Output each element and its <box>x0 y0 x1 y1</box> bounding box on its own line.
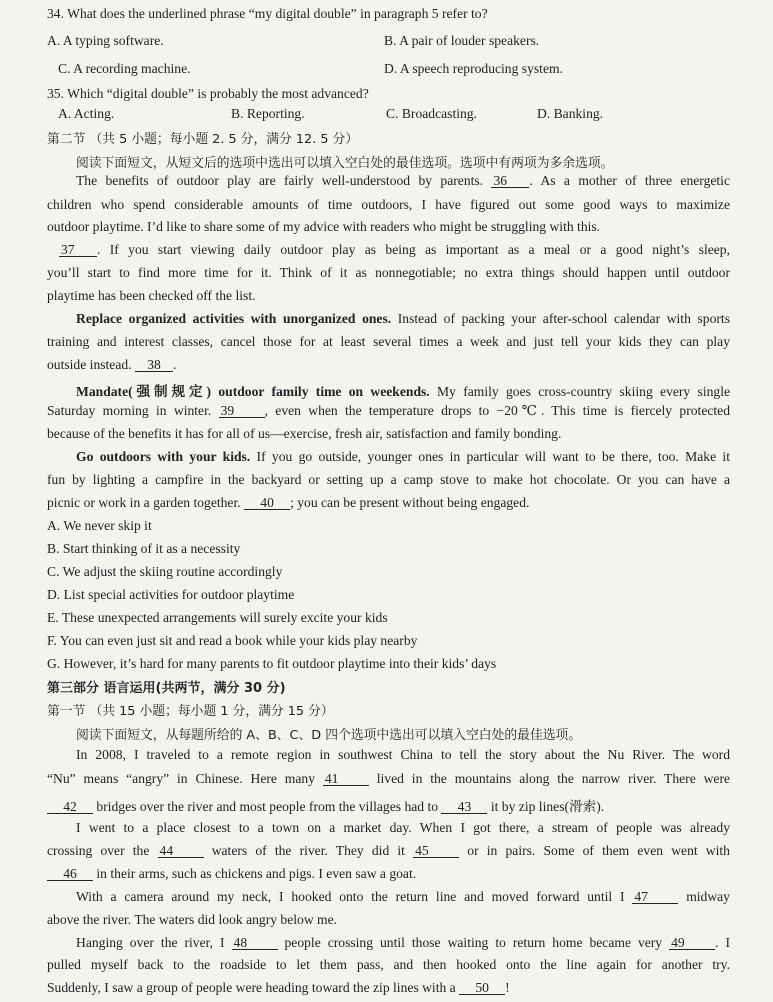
part3-heading: 第三部分 语言运用(共两节，满分 30 分) <box>47 681 286 696</box>
blank-41: 41 <box>323 772 369 786</box>
q34-option-d: D. A speech reproducing system. <box>384 61 563 76</box>
p38-line2: training and interest classes, cancel those for at least several times a week and just tell your kids they can play <box>47 334 730 349</box>
blank-44: 44 <box>158 844 204 858</box>
cloze-p1-line1: In 2008, I traveled to a remote region in southwest China to tell the story about the Nu River. The word <box>76 747 730 762</box>
cloze-p4-line3: Suddenly, I saw a group of people were heading toward the zip lines with a 50 ! <box>47 980 510 995</box>
q34-option-b: B. A pair of louder speakers. <box>384 33 540 48</box>
blank-39: 39 <box>219 404 265 418</box>
p36-line3: outdoor playtime. I’d like to share some of my advice with readers who might be struggling with this. <box>47 219 601 234</box>
p37-line3: playtime has been checked off the list. <box>47 288 256 303</box>
p37-line2: you’ll start to find more time for it. Think of it as nonnegotiable; no extra things should happen until outdoor <box>47 265 730 280</box>
p40-line2: fun by lighting a campfire in the backyard or setting up a camp stove to make hot chocolate. Or you can have a <box>47 472 730 487</box>
option-a: A. We never skip it <box>47 518 152 533</box>
blank-47: 47 <box>632 890 678 904</box>
option-c: C. We adjust the skiing routine accordingly <box>47 564 283 579</box>
cloze-p4-line2: pulled myself back to the roadside to let them pass, and then hooked onto the line again for another try. <box>47 957 730 972</box>
option-b: B. Start thinking of it as a necessity <box>47 541 241 556</box>
blank-49: 49 <box>669 936 715 950</box>
blank-38: 38 <box>135 358 173 372</box>
p40-line1: Go outdoors with your kids. If you go outside, younger ones in particular will want to be there, too. Make it <box>76 449 730 464</box>
p39-line3: because of the benefits it has for all of us—exercise, fresh air, satisfaction and family bonding. <box>47 426 562 441</box>
q35-stem: 35. Which “digital double” is probably the most advanced? <box>47 86 369 101</box>
cloze-p3-line1: With a camera around my neck, I hooked onto the return line and moved forward until I 47 midway <box>76 889 730 904</box>
option-f: F. You can even just sit and read a book while your kids play nearby <box>47 633 418 648</box>
cloze-p2-line1: I went to a place closest to a town on a market day. When I got there, a stream of people was already <box>76 820 730 835</box>
blank-50: 50 <box>459 981 505 995</box>
q34-stem: 34. What does the underlined phrase “my digital double” in paragraph 5 refer to? <box>47 6 488 21</box>
q35-option-c: C. Broadcasting. <box>386 106 477 121</box>
part3-subheading: 第一节 （共 15 小题；每小题 1 分，满分 15 分） <box>47 704 334 719</box>
part3-instruction: 阅读下面短文，从每题所给的 A、B、C、D 四个选项中选出可以填入空白处的最佳选项。 <box>76 728 582 743</box>
section2-heading: 第二节 （共 5 小题；每小题 2. 5 分，满分 12. 5 分） <box>47 132 359 147</box>
p36-line2: children who spend considerable amounts of time outdoors, I have figured out some good ways to maximize <box>47 197 730 212</box>
q34-option-c: C. A recording machine. <box>58 61 191 76</box>
p39-line2: Saturday morning in winter. 39 , even when the temperature drops to −20℃. This time is fiercely protected <box>47 403 730 418</box>
option-e: E. These unexpected arrangements will surely excite your kids <box>47 610 388 625</box>
cloze-p2-line2: crossing over the 44 waters of the river. They did it 45 or in pairs. Some of them even went with <box>47 843 730 858</box>
section2-instruction: 阅读下面短文，从短文后的选项中选出可以填入空白处的最佳选项。选项中有两项为多余选项。 <box>76 156 614 171</box>
blank-36: 36 <box>491 174 529 188</box>
cloze-p2-line3: 46 in their arms, such as chickens and pigs. I even saw a goat. <box>47 866 416 882</box>
q34-option-a: A. A typing software. <box>47 33 164 48</box>
cloze-p3-line2: above the river. The waters did look angry below me. <box>47 912 338 927</box>
option-g: G. However, it’s hard for many parents to fit outdoor playtime into their kids’ days <box>47 656 497 671</box>
blank-43: 43 <box>441 800 487 814</box>
option-d: D. List special activities for outdoor playtime <box>47 587 295 602</box>
blank-42: 42 <box>47 800 93 814</box>
blank-37: 37 <box>59 243 97 257</box>
blank-46: 46 <box>47 867 93 881</box>
cloze-p1-line2: “Nu” means “angry” in Chinese. Here many 41 lived in the mountains along the narrow river. There were <box>47 771 731 786</box>
p40-line3: picnic or work in a garden together. 40 ; you can be present without being engaged. <box>47 495 530 510</box>
blank-48: 48 <box>232 936 278 950</box>
p37-line1: 37 . If you start viewing daily outdoor play as being as important as a meal or a good night’s sleep, <box>61 242 730 257</box>
p38-line3: outside instead. 38 . <box>47 357 177 372</box>
q35-option-d: D. Banking. <box>537 106 604 121</box>
cloze-p4-line1: Hanging over the river, I 48 people crossing until those waiting to return home became very 49 . I <box>76 935 730 950</box>
blank-40: 40 <box>244 496 290 510</box>
p39-line1: Mandate(强制规定) outdoor family time on weekends. My family goes cross-country skiing every single <box>76 384 731 399</box>
q35-option-a: A. Acting. <box>58 106 115 121</box>
p38-line1: Replace organized activities with unorganized ones. Instead of packing your after-school calendar with sports <box>76 311 730 326</box>
p36-line1: The benefits of outdoor play are fairly well-understood by parents. 36 . As a mother of three energetic <box>76 173 730 188</box>
q35-option-b: B. Reporting. <box>231 106 305 121</box>
blank-45: 45 <box>413 844 459 858</box>
cloze-p1-line3: 42 bridges over the river and most people from the villages had to 43 it by zip lines(滑索). <box>47 795 604 815</box>
